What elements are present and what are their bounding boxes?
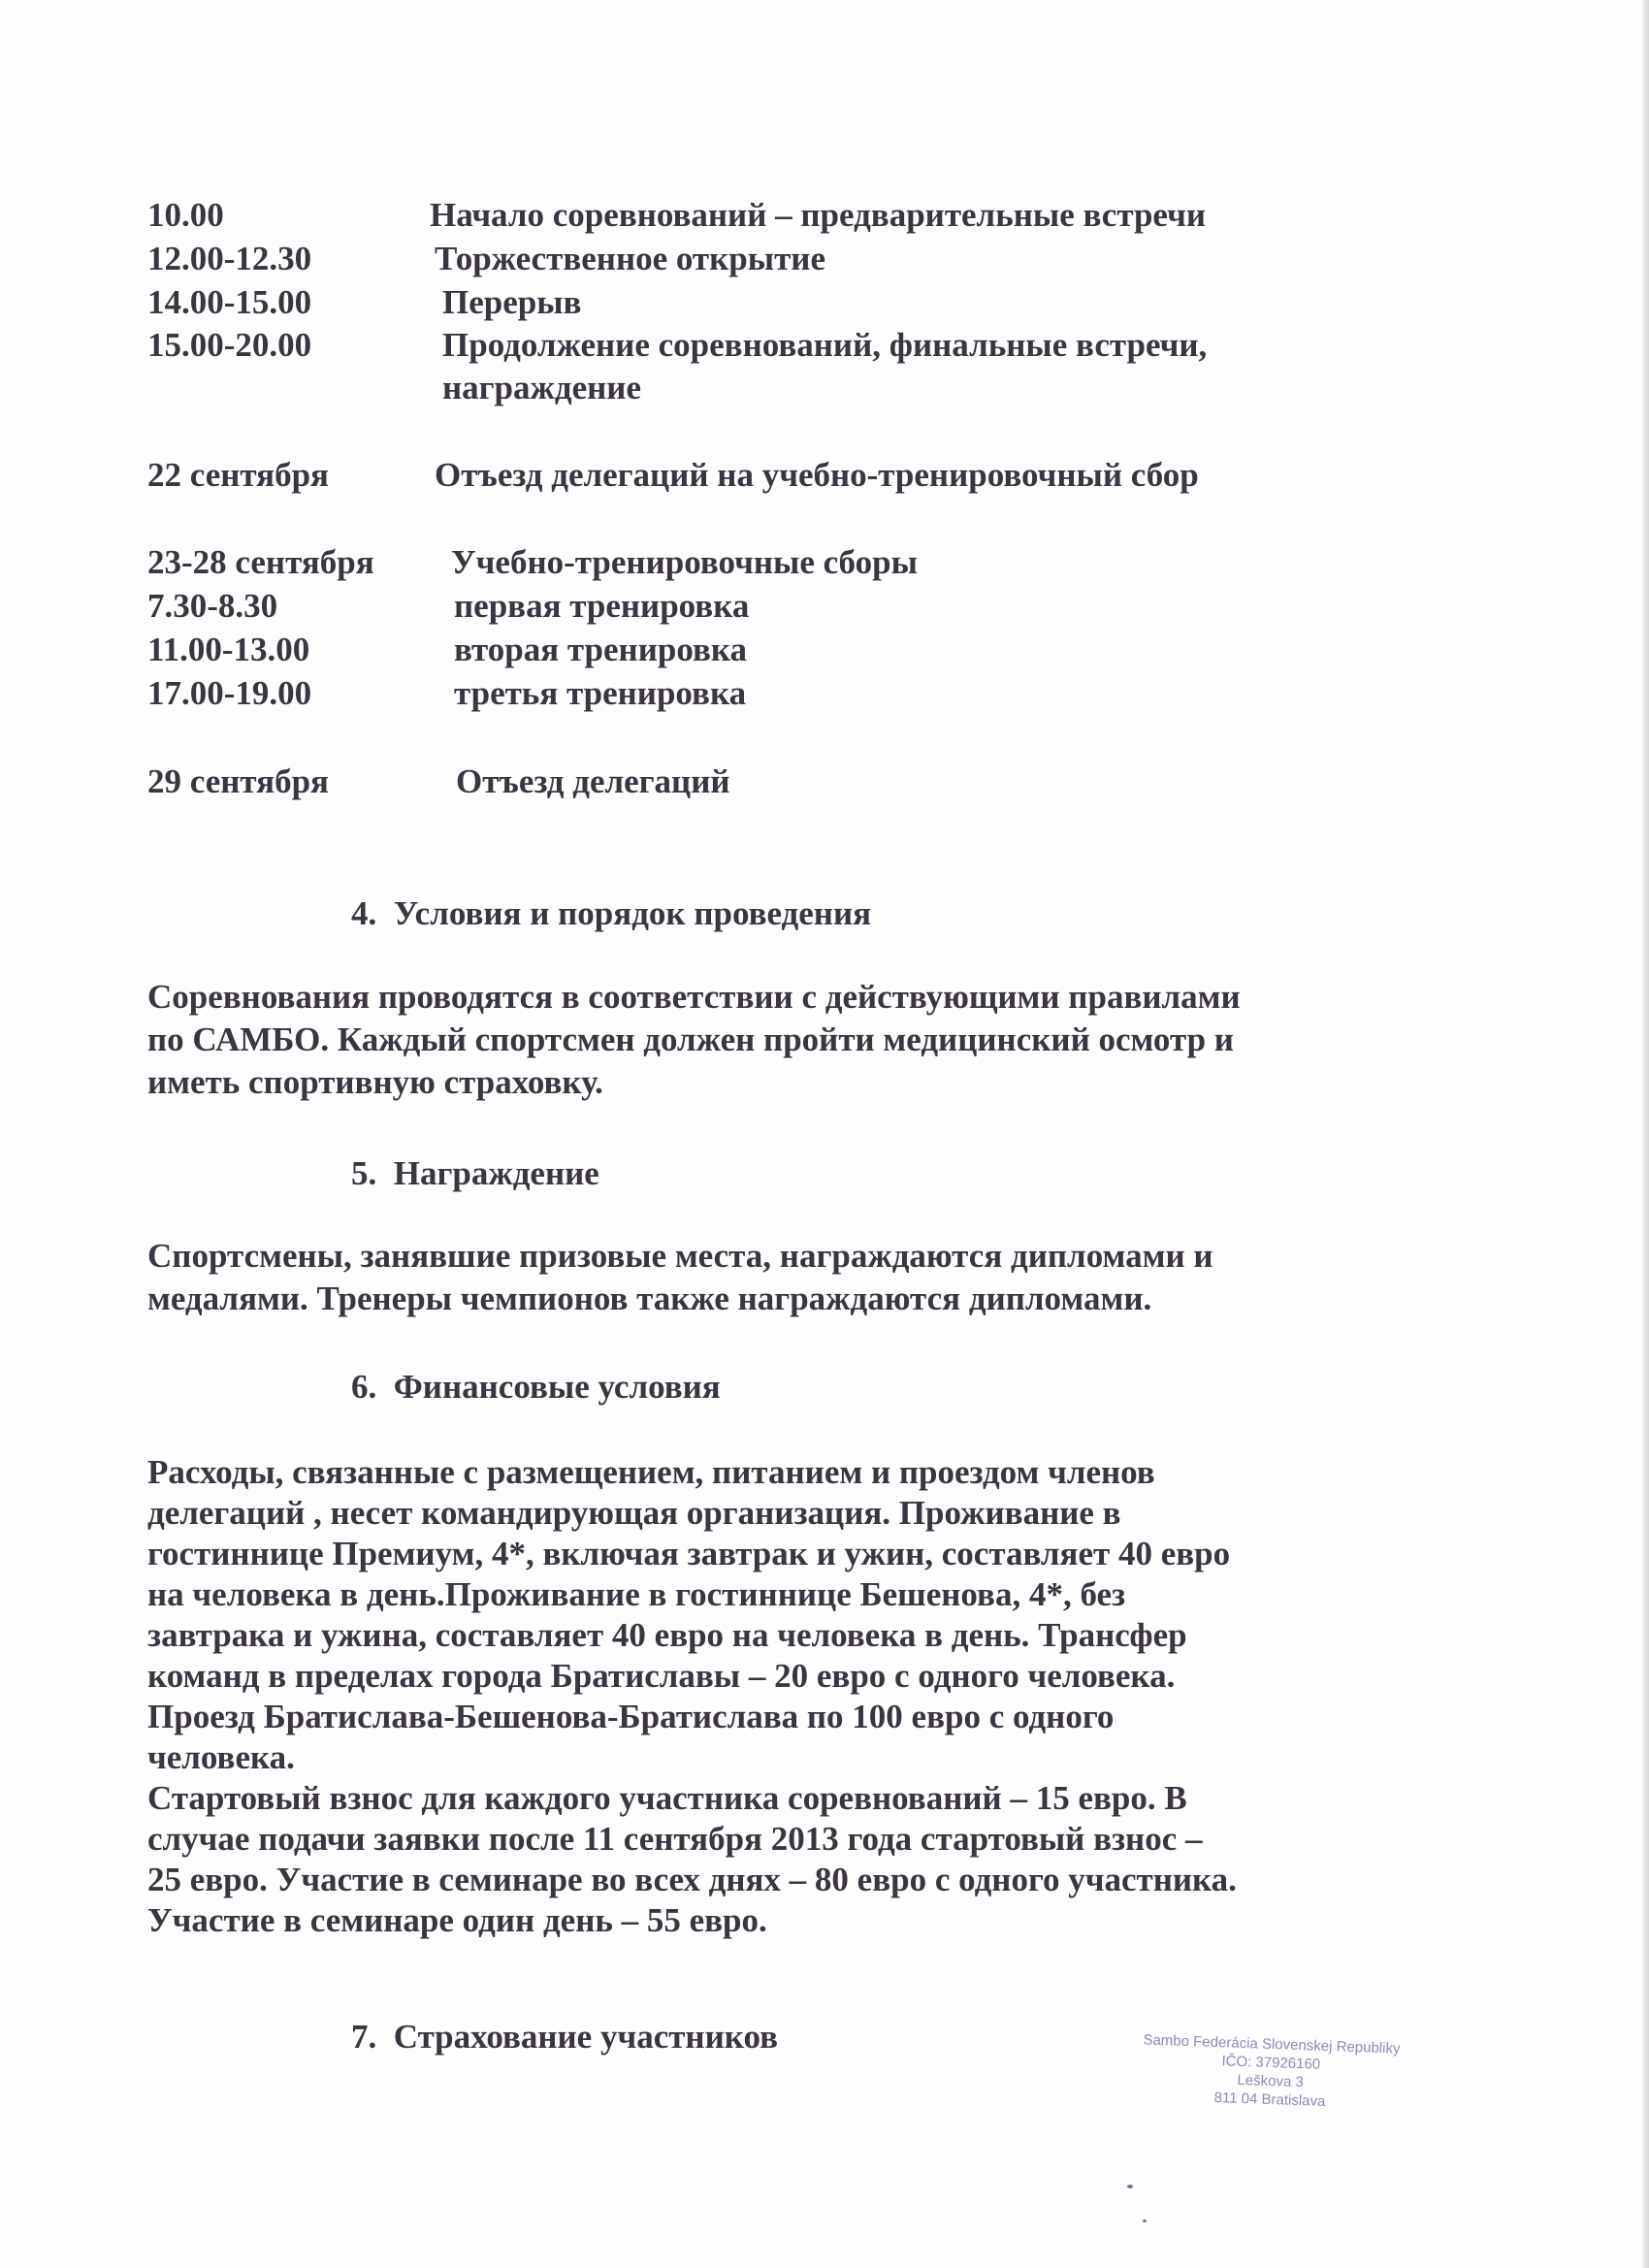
body-line: команд в пределах города Братиславы – 20 евро с одного человека. <box>147 1657 1176 1695</box>
section-title: Награждение <box>393 1154 599 1192</box>
section-title: Финансовые условия <box>393 1368 721 1406</box>
session-time: 17.00-19.00 <box>147 674 312 712</box>
body-line: 25 евро. Участие в семинаре во всех днях – 80 евро с одного участника. <box>147 1861 1237 1898</box>
section-number: 7. <box>351 2018 377 2056</box>
section-body-finance <box>147 1452 1408 1941</box>
camp-date: 23-28 сентября <box>147 543 374 581</box>
camp-event: Учебно-тренировочные сборы <box>451 543 918 581</box>
departure-final-date: 29 сентября <box>147 762 329 800</box>
schedule-time: 12.00-12.30 <box>147 240 312 277</box>
body-line: случае подачи заявки после 11 сентября 2013 года стартовый взнос – <box>147 1820 1203 1858</box>
section-number: 5. <box>351 1154 377 1192</box>
session-label: первая тренировка <box>454 587 750 625</box>
body-line: человека. <box>147 1738 295 1776</box>
body-line: медалями. Тренеры чемпионов также награждаются дипломами. <box>147 1280 1152 1317</box>
session-time: 7.30-8.30 <box>147 587 278 625</box>
body-line: Проезд Братислава-Бешенова-Братислава по 100 евро с одного <box>147 1698 1115 1735</box>
schedule-time: 14.00-15.00 <box>147 283 312 321</box>
schedule-event: Начало соревнований – предварительные встречи <box>430 196 1206 234</box>
section-heading-finance <box>351 1366 721 1409</box>
section-body-conditions <box>147 976 1408 1104</box>
section-title: Страхование участников <box>393 2018 778 2056</box>
body-line: по САМБО. Каждый спортсмен должен пройти медицинский осмотр и <box>147 1021 1234 1058</box>
section-body-awards <box>147 1235 1408 1320</box>
body-line: гостиннице Премиум, 4*, включая завтрак и ужин, составляет 40 евро <box>147 1535 1231 1572</box>
body-line: Стартовый взнос для каждого участника соревнований – 15 евро. В <box>147 1779 1187 1817</box>
schedule-event: Перерыв <box>442 283 582 321</box>
departure-camp-event: Отъезд делегаций на учебно-тренировочный сбор <box>435 456 1199 494</box>
stamp-line: IČO: 37926160 <box>1221 2053 1321 2073</box>
schedule-time: 10.00 <box>147 196 224 234</box>
session-time: 11.00-13.00 <box>147 631 310 668</box>
body-line: иметь спортивную страховку. <box>147 1063 603 1101</box>
organization-stamp <box>1124 2030 1417 2114</box>
page-edge <box>1642 0 1649 2268</box>
ink-speck <box>1127 2185 1133 2188</box>
ink-speck <box>1143 2219 1147 2222</box>
body-line: Спортсмены, занявшие призовые места, награждаются дипломами и <box>147 1237 1213 1275</box>
schedule-event-continuation: награждение <box>442 369 642 406</box>
stamp-line: Sambo Federácia Slovenskej Republiky <box>1143 2031 1401 2057</box>
stamp-line: 811 04 Bratislava <box>1213 2089 1326 2110</box>
body-line: на человека в день.Проживание в гостиннице Бешенова, 4*, без <box>147 1575 1126 1613</box>
body-line: Расходы, связанные с размещением, питанием и проездом членов <box>147 1453 1155 1491</box>
schedule-event: Торжественное открытие <box>435 240 825 277</box>
schedule-event: Продолжение соревнований, финальные встречи, <box>442 326 1208 364</box>
section-number: 4. <box>351 894 377 932</box>
body-line: завтрака и ужина, составляет 40 евро на человека в день. Трансфер <box>147 1616 1187 1654</box>
section-heading-conditions <box>351 892 871 935</box>
schedule-time: 15.00-20.00 <box>147 326 312 364</box>
section-heading-awards <box>351 1152 599 1195</box>
section-number: 6. <box>351 1368 377 1406</box>
session-label: вторая тренировка <box>454 631 747 668</box>
stamp-line: Leškova 3 <box>1237 2071 1305 2091</box>
body-line: Участие в семинаре один день – 55 евро. <box>147 1901 767 1939</box>
session-label: третья тренировка <box>454 674 747 712</box>
section-heading-insurance <box>351 2016 778 2058</box>
body-line: делегаций , несет командирующая организация. Проживание в <box>147 1494 1121 1532</box>
body-line: Соревнования проводятся в соответствии с действующими правилами <box>147 978 1241 1016</box>
departure-final-event: Отъезд делегаций <box>456 762 730 800</box>
section-title: Условия и порядок проведения <box>393 894 872 932</box>
departure-camp-date: 22 сентября <box>147 456 329 494</box>
